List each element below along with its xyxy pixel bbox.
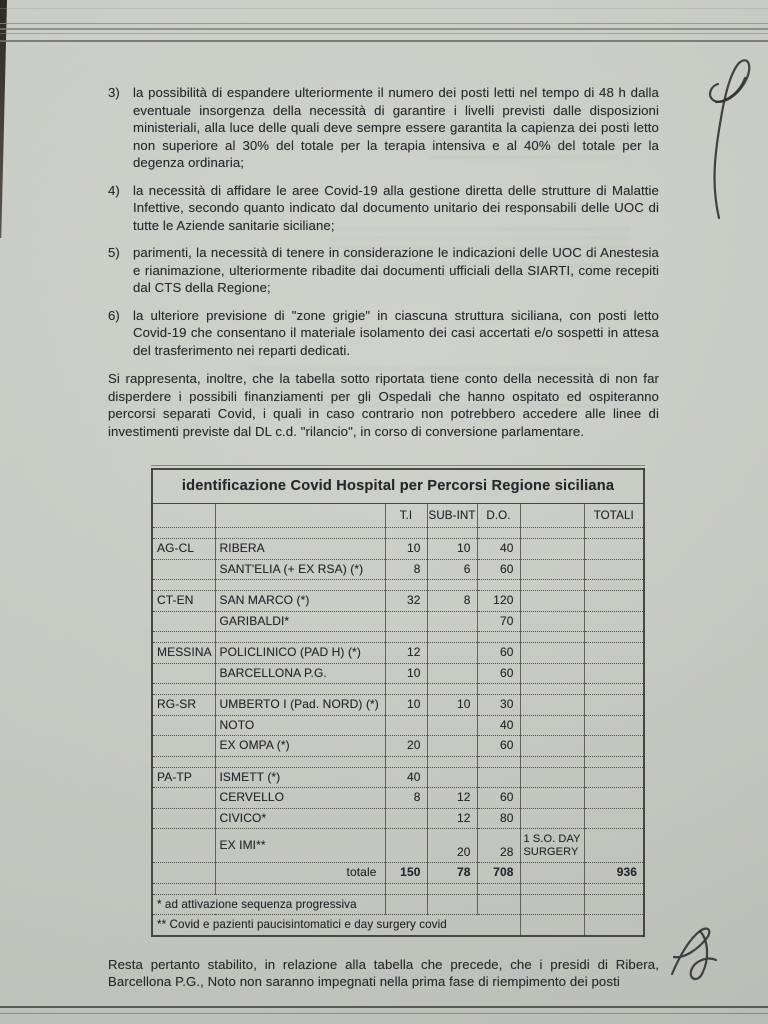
- table-row: [152, 684, 644, 695]
- table-cell: [520, 663, 584, 684]
- table-cell: [520, 915, 584, 936]
- table-cell: [520, 894, 584, 915]
- table-cell: CERVELLO: [215, 788, 385, 809]
- table-cell: 8: [385, 559, 427, 580]
- table-cell: [520, 767, 584, 788]
- document-body: [108, 84, 659, 991]
- table-cell: 20: [427, 829, 477, 863]
- table-cell: [385, 756, 427, 767]
- table-cell: [520, 883, 584, 894]
- table-cell: [584, 663, 644, 684]
- table-row: [152, 894, 644, 915]
- table-cell: [584, 829, 644, 863]
- table-cell: [520, 591, 584, 612]
- table-cell: [584, 591, 644, 612]
- table-cell: [427, 767, 477, 788]
- table-cell: totale: [215, 863, 385, 884]
- table-cell: [427, 632, 477, 643]
- table-cell: [152, 883, 215, 894]
- table-cell: [427, 663, 477, 684]
- table-cell: [520, 736, 584, 757]
- list-text: parimenti, la necessità di tenere in considerazione le indicazioni delle UOC di Anestesia e rianimazione, ulteriormente ribadite dai documenti ufficiali della SIARTI, come recepiti dal CTS della Regione;: [133, 245, 659, 295]
- table-cell: 40: [385, 767, 427, 788]
- table-cell: [520, 539, 584, 560]
- table-cell: [427, 684, 477, 695]
- paper-edge-shadow: [0, 0, 7, 238]
- table-cell: [477, 580, 520, 591]
- table-cell: [215, 756, 385, 767]
- covid-hospital-table: [151, 468, 645, 937]
- scan-line: [0, 28, 768, 30]
- table-cell: [385, 580, 427, 591]
- table-cell: EX IMI**: [215, 829, 385, 863]
- column-header: TOTALI: [584, 503, 644, 528]
- table-cell: [385, 894, 427, 915]
- scan-line: [0, 8, 768, 9]
- table-cell: [584, 883, 644, 894]
- table-cell: [152, 684, 215, 695]
- table-cell: 12: [427, 788, 477, 809]
- table-cell: [427, 894, 477, 915]
- column-header: T.I: [385, 503, 427, 528]
- table-cell: MESSINA: [152, 643, 215, 664]
- table-cell: [520, 715, 584, 736]
- table-cell: 60: [477, 788, 520, 809]
- table-footnote: * ad attivazione sequenza progressiva: [152, 894, 385, 915]
- table-cell: [215, 580, 385, 591]
- table-cell: [215, 883, 385, 894]
- table-row: [152, 559, 644, 580]
- table-cell: [584, 767, 644, 788]
- table-row: [152, 580, 644, 591]
- table-cell: [427, 580, 477, 591]
- table-cell: [152, 663, 215, 684]
- table-cell: [152, 611, 215, 632]
- table-cell: [520, 788, 584, 809]
- table-cell: 8: [385, 788, 427, 809]
- table-title-row: [152, 469, 644, 503]
- table-cell: [584, 528, 644, 539]
- table-cell: 28: [477, 829, 520, 863]
- table-row: [152, 756, 644, 767]
- table-cell: 70: [477, 611, 520, 632]
- table-cell: [520, 684, 584, 695]
- table-cell: [427, 528, 477, 539]
- scan-line: [0, 40, 768, 42]
- table-cell: AG-CL: [152, 539, 215, 560]
- table-cell: [152, 756, 215, 767]
- table-cell: [385, 808, 427, 829]
- table-cell: [584, 788, 644, 809]
- table-cell: [427, 883, 477, 894]
- table-cell: 10: [385, 663, 427, 684]
- table-cell: [520, 580, 584, 591]
- table-cell: 936: [584, 863, 644, 884]
- table-cell: BARCELLONA P.G.: [215, 663, 385, 684]
- paper-bottom-edge-line: [0, 1006, 768, 1008]
- table-cell: 12: [427, 808, 477, 829]
- list-number: 3): [108, 85, 120, 100]
- table-cell: [152, 528, 215, 539]
- table-cell: 8: [427, 591, 477, 612]
- table-cell: RIBERA: [215, 539, 385, 560]
- table-cell: [385, 829, 427, 863]
- table-cell: SAN MARCO (*): [215, 591, 385, 612]
- table-cell: [477, 756, 520, 767]
- table-cell: [477, 684, 520, 695]
- table-cell: [152, 736, 215, 757]
- table-cell: [584, 715, 644, 736]
- table-cell: [385, 528, 427, 539]
- table-cell: [477, 528, 520, 539]
- table-cell: 78: [427, 863, 477, 884]
- list-text: la possibilità di espandere ulteriormente il numero dei posti letti nel tempo di 48 h dalla eventuale insorgenza della necessità di garantire i livelli previsti dalle disposizioni ministeriali, alla luce delle quali deve sempre essere garantita la capienza dei posti letto non superiore al 30% del totale per la terapia intensiva e al 40% del totale per la degenza ordinaria;: [133, 85, 659, 170]
- paragraph-bottom: Resta pertanto stabilito, in relazione alla tabella che precede, che i presidi di Ribera, Barcellona P.G., Noto non saranno impegnati nella prima fase di riempimento dei posti: [108, 956, 659, 989]
- table-row: [152, 715, 644, 736]
- table-cell: CIVICO*: [215, 808, 385, 829]
- scan-line: [0, 1013, 768, 1014]
- table-cell: 10: [427, 539, 477, 560]
- table-cell: [385, 611, 427, 632]
- table-cell: 150: [385, 863, 427, 884]
- table-cell: 20: [385, 736, 427, 757]
- table-cell: [584, 684, 644, 695]
- table-cell: EX OMPA (*): [215, 736, 385, 757]
- table-cell: [152, 863, 215, 884]
- table-cell: [584, 632, 644, 643]
- table-row: [152, 915, 644, 936]
- table-cell: 10: [385, 539, 427, 560]
- table-row: [152, 528, 644, 539]
- column-header: SUB-INT: [427, 503, 477, 528]
- table-row: [152, 643, 644, 664]
- table-cell: [520, 695, 584, 716]
- list-item-4: [108, 182, 659, 235]
- table-row: [152, 695, 644, 716]
- column-header: [215, 503, 385, 528]
- table-header-row: [152, 503, 644, 528]
- table-cell: 708: [477, 863, 520, 884]
- table-cell: [520, 559, 584, 580]
- table-cell: [215, 528, 385, 539]
- table-cell: NOTO: [215, 715, 385, 736]
- covid-hospital-table-wrap: [151, 465, 645, 937]
- table-row: [152, 632, 644, 643]
- table-cell: [520, 643, 584, 664]
- table-cell: [385, 684, 427, 695]
- table-cell: [584, 539, 644, 560]
- paragraph-mid: Si rappresenta, inoltre, che la tabella sotto riportata tiene conto della necessità di non far disperdere i possibili finanziamenti per gli Ospedali che hanno ospitato ed ospiteranno percorsi separati Covid, i quali in caso contrario non potrebbero accedere alle linee di investimenti previste dal DL c.d. "rilancio", in corso di conversione parlamentare.: [108, 371, 659, 439]
- table-cell: [152, 715, 215, 736]
- table-cell: UMBERTO I (Pad. NORD) (*): [215, 695, 385, 716]
- table-cell: 60: [477, 559, 520, 580]
- list-number: 6): [108, 307, 120, 323]
- list-number: 4): [108, 182, 120, 198]
- table-row: [152, 883, 644, 894]
- table-cell: SANT'ELIA (+ EX RSA) (*): [215, 559, 385, 580]
- table-cell: 60: [477, 663, 520, 684]
- table-cell: [584, 915, 644, 936]
- table-cell: PA-TP: [152, 767, 215, 788]
- table-cell: [584, 580, 644, 591]
- table-title: identificazione Covid Hospital per Percorsi Regione siciliana: [152, 469, 644, 503]
- table-cell: [427, 611, 477, 632]
- table-cell: [584, 808, 644, 829]
- table-cell: [584, 643, 644, 664]
- table-cell: 120: [477, 591, 520, 612]
- table-cell: [427, 643, 477, 664]
- table-row: [152, 808, 644, 829]
- table-cell: [152, 829, 215, 863]
- column-header: D.O.: [477, 503, 520, 528]
- table-row: [152, 788, 644, 809]
- table-cell: 80: [477, 808, 520, 829]
- table-cell: [584, 559, 644, 580]
- table-cell: 60: [477, 736, 520, 757]
- list-item-3: [108, 84, 659, 172]
- table-cell: [152, 788, 215, 809]
- table-cell: [385, 883, 427, 894]
- table-cell: 60: [477, 643, 520, 664]
- table-cell: [584, 736, 644, 757]
- handwritten-initial-top-right: [686, 56, 766, 224]
- table-cell: 40: [477, 715, 520, 736]
- table-cell: [477, 894, 520, 915]
- scan-line: [0, 23, 768, 24]
- table-row: [152, 611, 644, 632]
- table-cell: [477, 632, 520, 643]
- table-cell: [520, 632, 584, 643]
- list-text: la ulteriore previsione di "zone grigie" in ciascuna struttura siciliana, con posti letto Covid-19 che consentano il materiale isolamento dei casi accertati e/o sospetti in attesa del trasferimento nei reparti dedicati.: [133, 307, 659, 358]
- table-cell: [520, 528, 584, 539]
- table-row: [152, 863, 644, 884]
- table-cell: [584, 894, 644, 915]
- table-cell: [477, 767, 520, 788]
- list-text: la necessità di affidare le aree Covid-19 alla gestione diretta delle strutture di Malattie Infettive, secondo quanto indicato dal documento unitario dei responsabili delle UOC di tutte le Aziende sanitarie siciliane;: [133, 182, 659, 233]
- table-cell: [152, 808, 215, 829]
- table-cell: 10: [427, 695, 477, 716]
- table-row: [152, 591, 644, 612]
- table-cell: [520, 863, 584, 884]
- table-cell: POLICLINICO (PAD H) (*): [215, 643, 385, 664]
- table-cell: 40: [477, 539, 520, 560]
- table-cell: [152, 580, 215, 591]
- table-row: [152, 663, 644, 684]
- table-footnote: ** Covid e pazienti paucisintomatici e day surgery covid: [152, 915, 520, 936]
- table-row: [152, 767, 644, 788]
- table-cell: 32: [385, 591, 427, 612]
- table-cell: 6: [427, 559, 477, 580]
- table-cell: [584, 611, 644, 632]
- table-cell: [477, 883, 520, 894]
- table-row: [152, 829, 644, 863]
- column-header: [152, 503, 215, 528]
- table-cell: [520, 611, 584, 632]
- table-cell: ISMETT (*): [215, 767, 385, 788]
- table-cell: [427, 715, 477, 736]
- column-header: [520, 503, 584, 528]
- table-cell: [584, 756, 644, 767]
- table-cell: RG-SR: [152, 695, 215, 716]
- table-cell: 1 S.O. DAY SURGERY: [520, 829, 584, 863]
- list-item-6: [108, 307, 659, 360]
- table-cell: CT-EN: [152, 591, 215, 612]
- table-cell: [427, 756, 477, 767]
- table-cell: [215, 632, 385, 643]
- list-number: 5): [108, 245, 120, 260]
- table-cell: [385, 715, 427, 736]
- table-row: [152, 736, 644, 757]
- table-cell: [215, 684, 385, 695]
- table-cell: GARIBALDI*: [215, 611, 385, 632]
- list-item-5: [108, 244, 659, 297]
- table-row: [152, 539, 644, 560]
- handwritten-mark-bottom-right: [658, 918, 734, 998]
- table-cell: [520, 808, 584, 829]
- table-cell: [152, 632, 215, 643]
- table-cell: [152, 559, 215, 580]
- table-cell: [584, 695, 644, 716]
- table-cell: 30: [477, 695, 520, 716]
- table-cell: 12: [385, 643, 427, 664]
- table-cell: [427, 736, 477, 757]
- scan-line: [0, 33, 768, 34]
- table-cell: [385, 632, 427, 643]
- table-cell: [520, 756, 584, 767]
- table-cell: 10: [385, 695, 427, 716]
